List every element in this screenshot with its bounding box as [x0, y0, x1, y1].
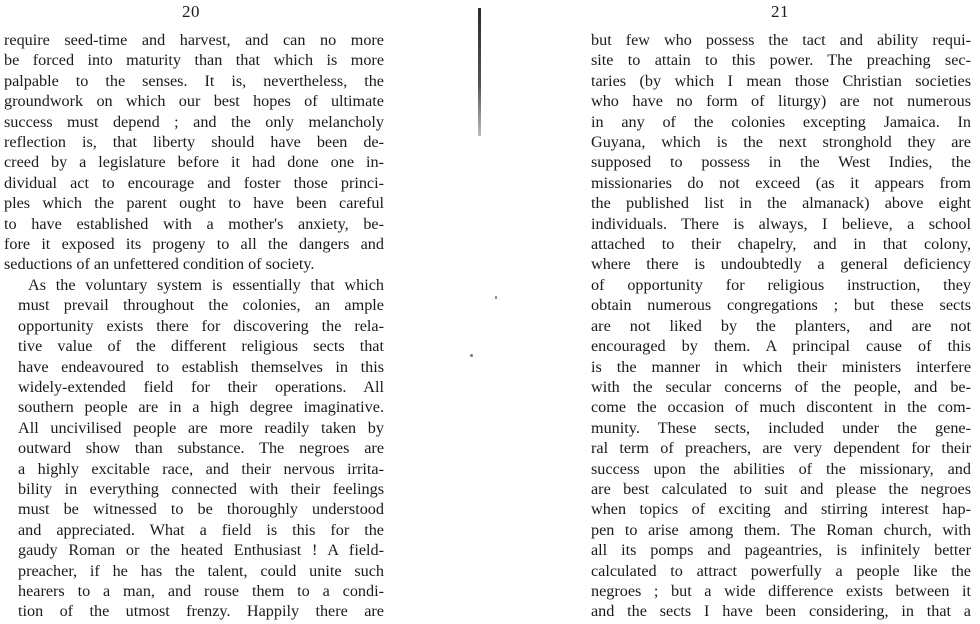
text-line: missionaries do not exceed (as it appears from	[591, 173, 971, 192]
text-line: success upon the abilities of the missionary, and	[591, 459, 971, 478]
text-line: taries (by which I mean those Christian societies	[591, 71, 971, 90]
text-line: of opportunity for religious instruction, they	[591, 275, 971, 294]
text-line: pen to arise among them. The Roman church, with	[591, 520, 971, 539]
text-line: opportunity exists there for discovering the rela-	[18, 316, 384, 335]
text-line: must be witnessed to be thoroughly understood	[18, 500, 384, 519]
text-line: is the manner in which their ministers interfere	[591, 357, 971, 376]
text-line: negroes ; but a wide difference exists between it	[591, 581, 971, 600]
text-line: obtain numerous congregations ; but these sects	[591, 296, 971, 315]
text-line: are best calculated to suit and please the negroes	[591, 479, 971, 498]
text-line: hearers to a man, and rouse them to a condi-	[18, 581, 384, 600]
text-line: reflection is, that liberty should have been de-	[4, 133, 384, 152]
text-line: come the occasion of much discontent in the com-	[591, 398, 971, 417]
text-line: tion of the utmost frenzy. Happily there are	[18, 602, 384, 621]
text-line: must prevail throughout the colonies, an ample	[18, 296, 384, 315]
text-line: calculated to attract powerfully a people like the	[591, 561, 971, 580]
text-line: are not liked by the planters, and are not	[591, 316, 971, 335]
text-line: when topics of exciting and stirring interest hap-	[591, 500, 971, 519]
text-line: be forced into maturity than that which is more	[4, 51, 384, 70]
paragraph	[591, 30, 971, 622]
text-line: Guyana, which is the next stronghold they are	[591, 133, 971, 152]
text-line: individuals. There is always, I believe, a school	[591, 214, 971, 233]
text-line: require seed-time and harvest, and can no more	[4, 31, 384, 49]
text-line: encouraged by them. A principal cause of this	[591, 337, 971, 356]
text-line: tive value of the different religious sects that	[18, 337, 384, 356]
text-line: with the secular concerns of the people, and be-	[591, 377, 971, 396]
book-gutter-shadow	[478, 8, 481, 136]
right-page-number: 21	[771, 2, 789, 21]
text-line: ples which the parent ought to have been careful	[4, 194, 384, 213]
text-line: where there is undoubtedly a general deficiency	[591, 255, 971, 274]
text-line: a highly excitable race, and their nervous irrita-	[18, 459, 384, 478]
text-line: and appreciated. What a field is this for the	[18, 520, 384, 539]
paragraph	[4, 30, 384, 275]
text-line: bility in everything connected with their feelings	[18, 479, 384, 498]
text-line: preacher, if he has the talent, could unite such	[18, 561, 384, 580]
text-line: All uncivilised people are more readily taken by	[18, 418, 384, 437]
text-line: seductions of an unfettered condition of society.	[4, 255, 315, 274]
text-line: the published list in the almanack) above eight	[591, 194, 971, 213]
text-line: in any of the colonies excepting Jamaica. In	[591, 112, 971, 131]
text-line: groundwork on which our best hopes of ultimate	[4, 92, 384, 111]
text-line: gaudy Roman or the heated Enthusiast ! A field-	[18, 541, 384, 560]
text-line: palpable to the senses. It is, nevertheless, the	[4, 71, 384, 90]
text-line: fore it exposed its progeny to all the dangers and	[4, 235, 384, 254]
text-line: success must depend ; and the only melancholy	[4, 112, 384, 131]
text-line: site to attain to this power. The preaching sec-	[591, 51, 971, 70]
paragraph	[4, 275, 384, 622]
paper-speck	[470, 354, 473, 357]
text-line: dividual act to encourage and foster those princi-	[4, 173, 384, 192]
text-line: to have established with a mother's anxiety, be-	[4, 214, 384, 233]
text-line: who have no form of liturgy) are not numerous	[591, 92, 971, 111]
text-line: creed by a legislature before it had done one in-	[4, 153, 384, 172]
text-line: have endeavoured to establish themselves in this	[18, 357, 384, 376]
text-line: As the voluntary system is essentially that which	[28, 275, 384, 294]
left-page-number: 20	[182, 2, 200, 21]
paper-speck	[495, 296, 497, 299]
right-page-text	[591, 30, 971, 622]
text-line: southern people are in a high degree imaginative.	[18, 398, 384, 417]
text-line: attached to their chapelry, and in that colony,	[591, 235, 971, 254]
left-page-text	[4, 30, 384, 622]
text-line: ral term of preachers, are very dependent for their	[591, 439, 971, 458]
text-line: but few who possess the tact and ability requi-	[591, 31, 971, 49]
text-line: outward show than substance. The negroes are	[18, 439, 384, 458]
text-line: and the sects I have been considering, in that a	[591, 602, 971, 621]
text-line: munity. These sects, included under the gene-	[591, 418, 971, 437]
text-line: widely-extended field for their operations. All	[18, 377, 384, 396]
text-line: all its pomps and pageantries, is infinitely better	[591, 541, 971, 560]
text-line: supposed to possess in the West Indies, the	[591, 153, 971, 172]
